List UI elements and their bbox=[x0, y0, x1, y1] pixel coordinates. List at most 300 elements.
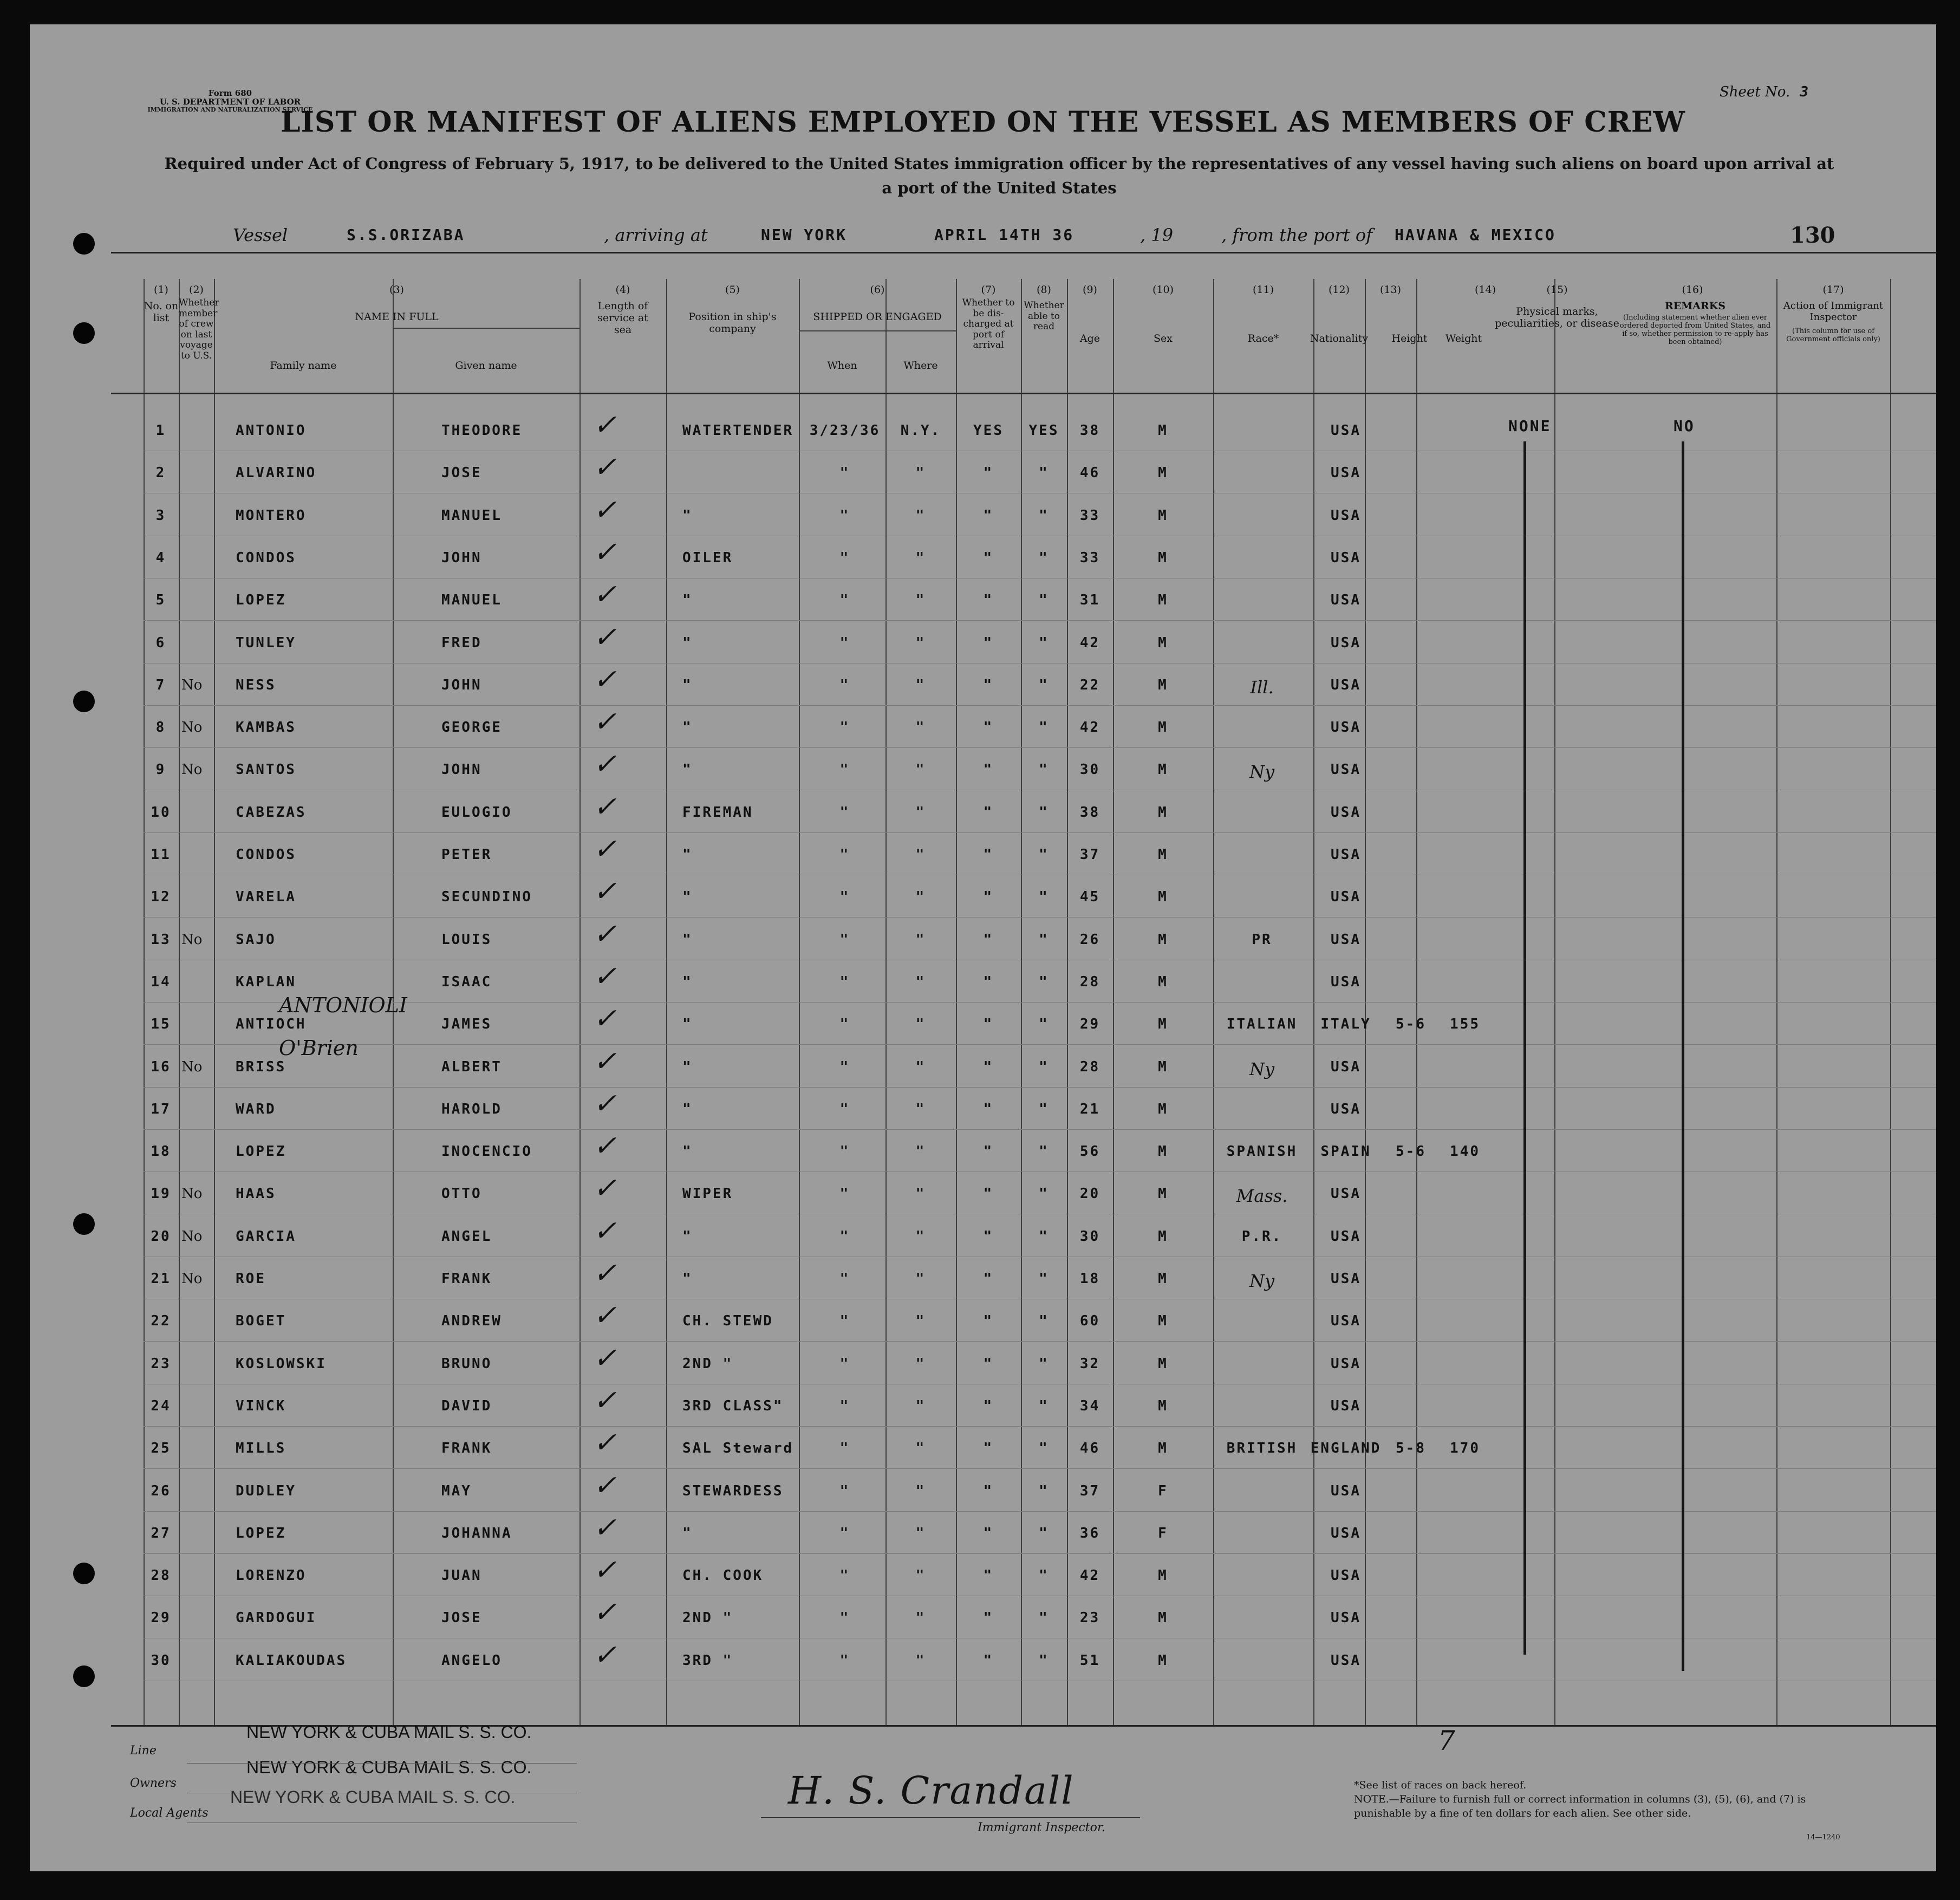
able-read-value: " bbox=[1039, 549, 1049, 566]
shipped-where: " bbox=[915, 549, 926, 566]
family-name: KAMBAS bbox=[236, 719, 296, 736]
age-value: 28 bbox=[1079, 973, 1101, 990]
row-number: 21 bbox=[151, 1271, 171, 1287]
position-value: " bbox=[682, 1525, 693, 1541]
check-mark-icon: ✓ bbox=[593, 1342, 617, 1375]
sex-value: M bbox=[1158, 676, 1168, 693]
row-rule bbox=[144, 1341, 1936, 1342]
sex-value: M bbox=[1158, 1440, 1168, 1457]
discharged-value: " bbox=[983, 931, 994, 948]
check-mark-icon: ✓ bbox=[593, 1045, 617, 1078]
row-number: 15 bbox=[151, 1016, 171, 1033]
sex-value: M bbox=[1158, 465, 1168, 481]
department-label: U. S. DEPARTMENT OF LABOR bbox=[159, 96, 301, 107]
given-name: INOCENCIO bbox=[441, 1143, 532, 1160]
given-name: MANUEL bbox=[441, 592, 502, 609]
shipped-when: " bbox=[839, 507, 850, 524]
race-value: SPANISH bbox=[1226, 1143, 1298, 1160]
given-name: JUAN bbox=[441, 1567, 482, 1584]
check-mark-icon: ✓ bbox=[593, 1172, 617, 1205]
race-value: Ny bbox=[1249, 1271, 1275, 1291]
sex-value: F bbox=[1158, 1525, 1168, 1541]
given-name: ALBERT bbox=[441, 1058, 502, 1075]
family-name: SAJO bbox=[236, 931, 276, 948]
sex-value: M bbox=[1158, 1355, 1168, 1372]
shipped-where: " bbox=[915, 1610, 926, 1626]
position-value: " bbox=[682, 1143, 693, 1160]
prev-voyage-value: No bbox=[181, 931, 203, 948]
position-value: " bbox=[682, 592, 693, 609]
position-value: CH. STEWD bbox=[682, 1313, 773, 1330]
age-value: 45 bbox=[1079, 889, 1101, 906]
height-value: 5-8 bbox=[1396, 1440, 1426, 1457]
shipped-when: " bbox=[839, 1313, 850, 1330]
race-value: ITALIAN bbox=[1226, 1016, 1298, 1033]
age-value: 26 bbox=[1079, 931, 1101, 948]
age-value: 42 bbox=[1079, 719, 1101, 736]
age-value: 37 bbox=[1079, 847, 1101, 863]
nationality-value: USA bbox=[1331, 1567, 1361, 1584]
col-head-when: When bbox=[827, 360, 857, 372]
shipped-when: " bbox=[839, 719, 850, 736]
col-head-action-sub: (This column for use of Government officials only) bbox=[1786, 327, 1880, 343]
able-read-value: " bbox=[1039, 1397, 1049, 1414]
family-name: SANTOS bbox=[236, 762, 296, 778]
given-name: JOSE bbox=[441, 1610, 482, 1626]
able-read-value: " bbox=[1039, 973, 1049, 990]
family-name: ANTONIO bbox=[236, 422, 307, 439]
nationality-value: USA bbox=[1331, 465, 1361, 481]
discharged-value: " bbox=[983, 1355, 994, 1372]
nationality-value: ENGLAND bbox=[1310, 1440, 1382, 1457]
check-mark-icon: ✓ bbox=[593, 1257, 617, 1290]
shipped-where: " bbox=[915, 1482, 926, 1499]
sex-value: M bbox=[1158, 719, 1168, 736]
row-rule bbox=[144, 1044, 1936, 1045]
col-head-weight: Weight bbox=[1445, 333, 1482, 344]
row-number: 23 bbox=[151, 1355, 171, 1372]
shipped-where: " bbox=[915, 634, 926, 651]
row-number: 24 bbox=[151, 1397, 171, 1414]
discharged-value: " bbox=[983, 1186, 994, 1202]
given-name: GEORGE bbox=[441, 719, 502, 736]
given-name: LOUIS bbox=[441, 931, 492, 948]
sex-value: M bbox=[1158, 1397, 1168, 1414]
vessel-line-rule bbox=[111, 252, 1936, 253]
family-name: LOPEZ bbox=[236, 1143, 286, 1160]
row-number: 17 bbox=[151, 1101, 171, 1117]
check-mark-icon: ✓ bbox=[593, 875, 617, 908]
vessel-label: Vessel bbox=[233, 225, 288, 245]
given-name: JOHANNA bbox=[441, 1525, 512, 1541]
family-name: MONTERO bbox=[236, 507, 307, 524]
check-mark-icon: ✓ bbox=[593, 663, 617, 696]
check-mark-icon: ✓ bbox=[593, 960, 617, 993]
family-name: CABEZAS bbox=[236, 804, 307, 821]
position-value: " bbox=[682, 1271, 693, 1287]
able-read-value: " bbox=[1039, 931, 1049, 948]
check-mark-icon: ✓ bbox=[593, 1427, 617, 1460]
row-number: 22 bbox=[151, 1313, 171, 1330]
able-read-value: " bbox=[1039, 1271, 1049, 1287]
col-head-whether-member: Whether member of crew on last voyage to U.S. bbox=[179, 297, 219, 361]
col-num-13: (13) bbox=[1379, 284, 1401, 296]
prev-voyage-value: No bbox=[181, 1058, 203, 1075]
position-value: " bbox=[682, 507, 693, 524]
age-value: 36 bbox=[1079, 1525, 1101, 1541]
nationality-value: USA bbox=[1331, 1228, 1361, 1245]
shipped-when: " bbox=[839, 1271, 850, 1287]
check-mark-icon: ✓ bbox=[593, 1469, 617, 1502]
col-head-action: Action of Immigrant Inspector bbox=[1783, 300, 1884, 323]
age-value: 33 bbox=[1079, 507, 1101, 524]
family-name: NESS bbox=[236, 676, 276, 693]
col-head-name-in-full: NAME IN FULL bbox=[355, 311, 439, 323]
shipped-when: " bbox=[839, 1228, 850, 1245]
shipped-when: " bbox=[839, 973, 850, 990]
given-name: FRANK bbox=[441, 1271, 492, 1287]
col-num-9: (9) bbox=[1083, 284, 1097, 296]
position-value: SAL Steward bbox=[682, 1440, 794, 1457]
binder-hole bbox=[73, 233, 95, 255]
shipped-when: " bbox=[839, 676, 850, 693]
position-value: STEWARDESS bbox=[682, 1482, 784, 1499]
shipped-when: " bbox=[839, 1143, 850, 1160]
position-value: 2ND " bbox=[682, 1355, 733, 1372]
able-read-value: " bbox=[1039, 1058, 1049, 1075]
local-agents-value: NEW YORK & CUBA MAIL S. S. CO. bbox=[230, 1787, 516, 1807]
discharged-value: " bbox=[983, 1228, 994, 1245]
name-correction: O'Brien bbox=[279, 1036, 359, 1060]
race-value: PR bbox=[1252, 931, 1272, 948]
shipped-when: " bbox=[839, 634, 850, 651]
sex-value: M bbox=[1158, 1101, 1168, 1117]
nationality-value: USA bbox=[1331, 1652, 1361, 1669]
discharged-value: " bbox=[983, 973, 994, 990]
page-number: 130 bbox=[1790, 223, 1835, 248]
inspector-label: Immigrant Inspector. bbox=[978, 1821, 1105, 1834]
row-number: 14 bbox=[151, 973, 171, 990]
shipped-subhead-rule bbox=[799, 330, 956, 331]
binder-hole bbox=[73, 1213, 95, 1235]
given-name: MAY bbox=[441, 1482, 472, 1499]
discharged-value: " bbox=[983, 465, 994, 481]
discharged-value: " bbox=[983, 889, 994, 906]
sex-value: M bbox=[1158, 1652, 1168, 1669]
family-name: ANTIOCH bbox=[236, 1016, 307, 1033]
shipped-where: " bbox=[915, 1397, 926, 1414]
prev-voyage-value: No bbox=[181, 719, 203, 736]
given-name: ANGEL bbox=[441, 1228, 492, 1245]
sex-value: M bbox=[1158, 1610, 1168, 1626]
race-value: Mass. bbox=[1236, 1186, 1288, 1207]
discharged-value: " bbox=[983, 592, 994, 609]
col-num-5: (5) bbox=[725, 284, 740, 296]
position-value: WIPER bbox=[682, 1186, 733, 1202]
age-value: 38 bbox=[1079, 422, 1101, 439]
col-num-17: (17) bbox=[1822, 284, 1844, 296]
family-name: MILLS bbox=[236, 1440, 286, 1457]
given-name: JOHN bbox=[441, 676, 482, 693]
col-head-position: Position in ship's company bbox=[688, 311, 777, 335]
age-value: 56 bbox=[1079, 1143, 1101, 1160]
position-value: " bbox=[682, 931, 693, 948]
owners-label: Owners bbox=[130, 1777, 177, 1790]
shipped-when: " bbox=[839, 465, 850, 481]
check-mark-icon: ✓ bbox=[593, 578, 617, 611]
family-name: KAPLAN bbox=[236, 973, 296, 990]
sex-value: M bbox=[1158, 1228, 1168, 1245]
header-bottom-rule bbox=[111, 393, 1936, 394]
name-subhead-rule bbox=[393, 328, 579, 329]
penalty-note: NOTE.—Failure to furnish full or correct information in columns (3), (5), (6), and (7) is punishable by a fine of ten dollars for each alien. See other side. bbox=[1354, 1793, 1806, 1819]
shipped-where: " bbox=[915, 1652, 926, 1669]
col-num-1: (1) bbox=[154, 284, 168, 296]
shipped-where: " bbox=[915, 1101, 926, 1117]
given-name: THEODORE bbox=[441, 422, 523, 439]
position-value: 2ND " bbox=[682, 1610, 733, 1626]
row-number: 9 bbox=[155, 762, 166, 778]
able-read-value: " bbox=[1039, 1610, 1049, 1626]
position-value: FIREMAN bbox=[682, 804, 753, 821]
able-read-value: " bbox=[1039, 804, 1049, 821]
col-head-where: Where bbox=[903, 360, 938, 372]
col-head-remarks-sub: (Including statement whether alien ever ordered deported from United States, and if so, whether permission to re-apply has been obtained) bbox=[1619, 314, 1771, 346]
col-num-10: (10) bbox=[1152, 284, 1174, 296]
sex-value: M bbox=[1158, 847, 1168, 863]
page-title: LIST OR MANIFEST OF ALIENS EMPLOYED ON THE VESSEL AS MEMBERS OF CREW bbox=[281, 106, 1685, 139]
shipped-where: N.Y. bbox=[900, 422, 941, 439]
row-number: 11 bbox=[151, 847, 171, 863]
row-rule bbox=[144, 1426, 1936, 1427]
able-read-value: " bbox=[1039, 507, 1049, 524]
discharged-value: " bbox=[983, 1397, 994, 1414]
position-value: " bbox=[682, 1058, 693, 1075]
prev-voyage-value: No bbox=[181, 1186, 203, 1202]
shipped-when: " bbox=[839, 592, 850, 609]
shipped-when: " bbox=[839, 1016, 850, 1033]
family-name: WARD bbox=[236, 1101, 276, 1117]
able-read-value: " bbox=[1039, 1355, 1049, 1372]
col-head-race: Race* bbox=[1247, 333, 1279, 344]
nationality-value: USA bbox=[1331, 1271, 1361, 1287]
col-head-remarks: REMARKS bbox=[1664, 300, 1726, 312]
binder-hole bbox=[73, 1563, 95, 1584]
nationality-value: USA bbox=[1331, 1525, 1361, 1541]
able-read-value: " bbox=[1039, 1228, 1049, 1245]
row-rule bbox=[144, 832, 1936, 833]
nationality-value: USA bbox=[1331, 1186, 1361, 1202]
owners-value: NEW YORK & CUBA MAIL S. S. CO. bbox=[246, 1758, 532, 1777]
able-read-value: " bbox=[1039, 1101, 1049, 1117]
sex-value: M bbox=[1158, 634, 1168, 651]
discharged-value: " bbox=[983, 1313, 994, 1330]
check-mark-icon: ✓ bbox=[593, 790, 617, 823]
position-value: " bbox=[682, 762, 693, 778]
row-number: 28 bbox=[151, 1567, 171, 1584]
signature-rule bbox=[761, 1817, 1140, 1818]
family-name: LOPEZ bbox=[236, 1525, 286, 1541]
nationality-value: USA bbox=[1331, 1313, 1361, 1330]
race-value: BRITISH bbox=[1226, 1440, 1298, 1457]
age-value: 46 bbox=[1079, 1440, 1101, 1457]
discharged-value: " bbox=[983, 1652, 994, 1669]
shipped-when: " bbox=[839, 1397, 850, 1414]
discharged-value: " bbox=[983, 1567, 994, 1584]
row-number: 26 bbox=[151, 1482, 171, 1499]
given-name: ANGELO bbox=[441, 1652, 502, 1669]
row-rule bbox=[144, 705, 1936, 706]
col-head-family-name: Family name bbox=[270, 360, 337, 372]
able-read-value: " bbox=[1039, 1482, 1049, 1499]
nationality-value: USA bbox=[1331, 676, 1361, 693]
from-port-label: , from the port of bbox=[1221, 225, 1373, 245]
age-value: 51 bbox=[1079, 1652, 1101, 1669]
able-read-value: " bbox=[1039, 592, 1049, 609]
position-value: " bbox=[682, 676, 693, 693]
check-mark-icon: ✓ bbox=[593, 1554, 617, 1587]
shipped-where: " bbox=[915, 507, 926, 524]
family-name: DUDLEY bbox=[236, 1482, 296, 1499]
races-note: *See list of races on back hereof. bbox=[1354, 1779, 1527, 1791]
binder-hole bbox=[73, 691, 95, 712]
weight-value: 140 bbox=[1450, 1143, 1480, 1160]
nationality-value: USA bbox=[1331, 973, 1361, 990]
nationality-value: USA bbox=[1331, 1058, 1361, 1075]
able-read-value: " bbox=[1039, 1525, 1049, 1541]
able-read-value: " bbox=[1039, 847, 1049, 863]
year-label: , 19 bbox=[1140, 225, 1174, 245]
col-head-able-read: Whether able to read bbox=[1024, 300, 1064, 333]
check-mark-icon: ✓ bbox=[593, 1638, 617, 1671]
shipped-where: " bbox=[915, 1186, 926, 1202]
vessel-line bbox=[30, 225, 1936, 252]
discharged-value: " bbox=[983, 1016, 994, 1033]
sex-value: M bbox=[1158, 422, 1168, 439]
col-num-7: (7) bbox=[981, 284, 996, 296]
height-value: 5-6 bbox=[1396, 1143, 1426, 1160]
sex-value: M bbox=[1158, 889, 1168, 906]
check-mark-icon: ✓ bbox=[593, 1214, 617, 1247]
discharged-value: " bbox=[983, 1058, 994, 1075]
sex-value: M bbox=[1158, 973, 1168, 990]
shipped-where: " bbox=[915, 889, 926, 906]
nationality-value: USA bbox=[1331, 1101, 1361, 1117]
shipped-when: " bbox=[839, 804, 850, 821]
family-name: CONDOS bbox=[236, 549, 296, 566]
given-name: OTTO bbox=[441, 1186, 482, 1202]
position-value: WATERTENDER bbox=[682, 422, 794, 439]
row-rule bbox=[144, 1553, 1936, 1554]
manifest-sheet bbox=[30, 24, 1936, 1871]
shipped-where: " bbox=[915, 1313, 926, 1330]
row-number: 4 bbox=[155, 549, 166, 566]
check-mark-icon: ✓ bbox=[593, 918, 617, 951]
nationality-value: USA bbox=[1331, 549, 1361, 566]
shipped-when: " bbox=[839, 1186, 850, 1202]
sheet-value: 3 bbox=[1800, 84, 1811, 100]
nationality-value: SPAIN bbox=[1320, 1143, 1371, 1160]
sex-value: M bbox=[1158, 1313, 1168, 1330]
family-name: KALIAKOUDAS bbox=[236, 1652, 347, 1669]
position-value: OILER bbox=[682, 549, 733, 566]
check-mark-icon: ✓ bbox=[593, 409, 617, 441]
able-read-value: " bbox=[1039, 1567, 1049, 1584]
sheet-label: Sheet No. bbox=[1720, 84, 1790, 100]
shipped-where: " bbox=[915, 804, 926, 821]
shipped-when: " bbox=[839, 931, 850, 948]
row-number: 16 bbox=[151, 1058, 171, 1075]
nationality-value: USA bbox=[1331, 719, 1361, 736]
shipped-where: " bbox=[915, 1525, 926, 1541]
line-label: Line bbox=[130, 1744, 157, 1758]
discharged-value: " bbox=[983, 1525, 994, 1541]
shipped-when: " bbox=[839, 1355, 850, 1372]
position-value: " bbox=[682, 1101, 693, 1117]
sheet-number bbox=[1720, 84, 1810, 100]
discharged-value: " bbox=[983, 676, 994, 693]
discharged-value: " bbox=[983, 1610, 994, 1626]
row-rule bbox=[144, 620, 1936, 621]
shipped-where: " bbox=[915, 931, 926, 948]
from-port-value: HAVANA & MEXICO bbox=[1395, 226, 1556, 244]
given-name: EULOGIO bbox=[441, 804, 512, 821]
able-read-value: " bbox=[1039, 1652, 1049, 1669]
prev-voyage-value: No bbox=[181, 762, 203, 778]
nationality-value: USA bbox=[1331, 634, 1361, 651]
position-value: " bbox=[682, 634, 693, 651]
able-read-value: " bbox=[1039, 1186, 1049, 1202]
shipped-where: " bbox=[915, 1228, 926, 1245]
given-name: JOSE bbox=[441, 465, 482, 481]
col-num-3: (3) bbox=[389, 284, 404, 296]
check-mark-icon: ✓ bbox=[593, 1299, 617, 1332]
col-num-6: (6) bbox=[870, 284, 885, 296]
family-name: GARCIA bbox=[236, 1228, 296, 1245]
age-value: 46 bbox=[1079, 465, 1101, 481]
age-value: 32 bbox=[1079, 1355, 1101, 1372]
nationality-value: USA bbox=[1331, 1610, 1361, 1626]
discharged-value: " bbox=[983, 1440, 994, 1457]
shipped-when: " bbox=[839, 549, 850, 566]
shipped-when: " bbox=[839, 1610, 850, 1626]
given-name: HAROLD bbox=[441, 1101, 502, 1117]
shipped-where: " bbox=[915, 847, 926, 863]
row-number: 30 bbox=[151, 1652, 171, 1669]
shipped-where: " bbox=[915, 592, 926, 609]
given-name: DAVID bbox=[441, 1397, 492, 1414]
family-name: BRISS bbox=[236, 1058, 286, 1075]
age-value: 34 bbox=[1079, 1397, 1101, 1414]
physical-ditto-stroke bbox=[1523, 441, 1526, 1655]
row-number: 3 bbox=[155, 507, 166, 524]
row-number: 2 bbox=[155, 465, 166, 481]
print-code: 14—1240 bbox=[1806, 1833, 1840, 1842]
service-label: IMMIGRATION AND NATURALIZATION SERVICE bbox=[147, 106, 313, 113]
discharged-value: YES bbox=[973, 422, 1004, 439]
row-number: 12 bbox=[151, 889, 171, 906]
race-value: Ny bbox=[1249, 762, 1275, 783]
able-read-value: " bbox=[1039, 1313, 1049, 1330]
shipped-where: " bbox=[915, 973, 926, 990]
race-value: Ill. bbox=[1250, 676, 1274, 698]
col-head-height: Height bbox=[1391, 333, 1428, 344]
check-mark-icon: ✓ bbox=[593, 748, 617, 781]
given-name: FRANK bbox=[441, 1440, 492, 1457]
family-name: VINCK bbox=[236, 1397, 286, 1414]
nationality-value: USA bbox=[1331, 592, 1361, 609]
remarks-ditto-stroke bbox=[1682, 441, 1684, 1671]
